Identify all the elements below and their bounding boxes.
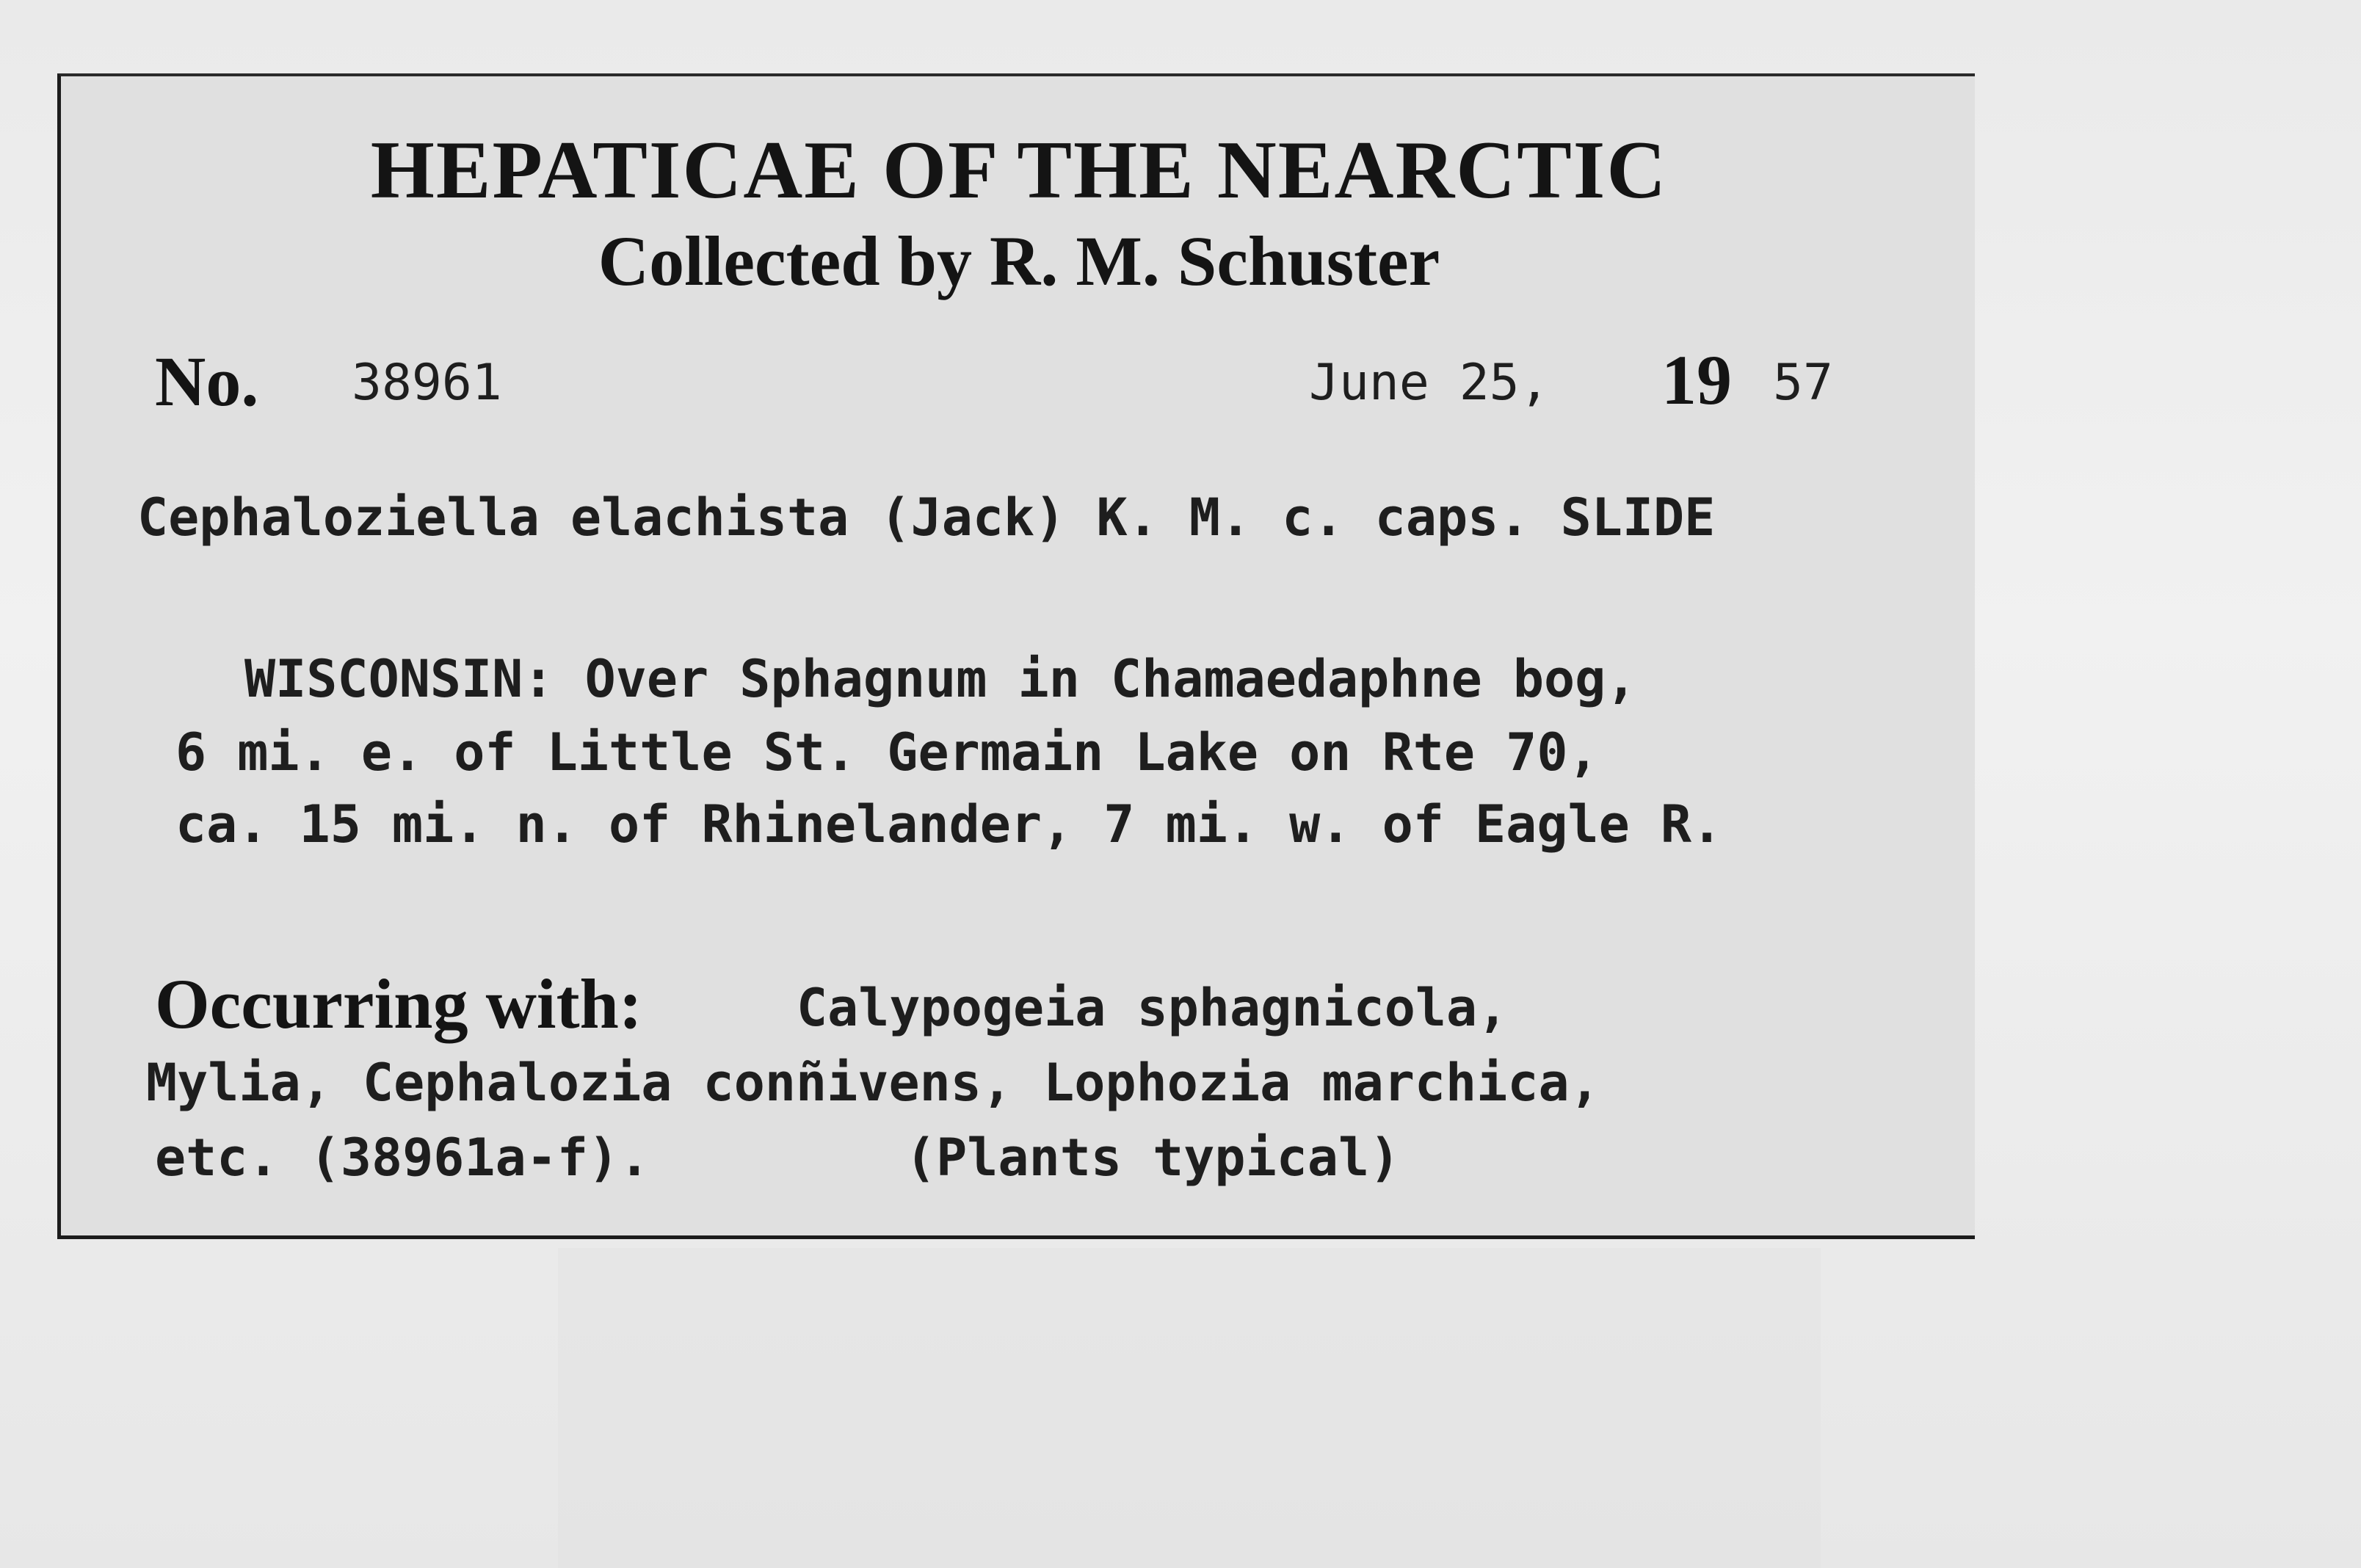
collection-date: June 25,	[1309, 354, 1550, 412]
species-name: Cephaloziella elachista (Jack) K. M. c. caps. SLIDE	[137, 487, 1716, 548]
locality-line-2: 6 mi. e. of Little St. Germain Lake on Rte 70,	[175, 722, 1599, 783]
background-bleed-through	[558, 1248, 1821, 1568]
year-suffix: 57	[1773, 354, 1833, 412]
label-title: HEPATICAE OF THE NEARCTIC	[370, 125, 1668, 216]
label-collector: Collected by R. M. Schuster	[598, 222, 1440, 300]
collection-number: 38961	[352, 354, 502, 412]
associates-line-2: Mylia, Cephalozia conñivens, Lophozia marchica,	[146, 1053, 1600, 1113]
associates-line-1: Calypogeia sphagnicola,	[797, 978, 1509, 1038]
herbarium-label	[57, 73, 1975, 1239]
number-label: No.	[155, 342, 259, 421]
associates-line-3: etc. (38961a-f).	[155, 1128, 650, 1188]
year-prefix: 19	[1661, 341, 1732, 419]
locality-line-1: WISCONSIN: Over Sphagnum in Chamaedaphne bog,	[244, 649, 1637, 709]
plants-note: (Plants typical)	[905, 1128, 1401, 1188]
locality-line-3: ca. 15 mi. n. of Rhinelander, 7 mi. w. of Eagle R.	[175, 794, 1723, 854]
occurring-with-label: Occurring with:	[155, 965, 642, 1043]
